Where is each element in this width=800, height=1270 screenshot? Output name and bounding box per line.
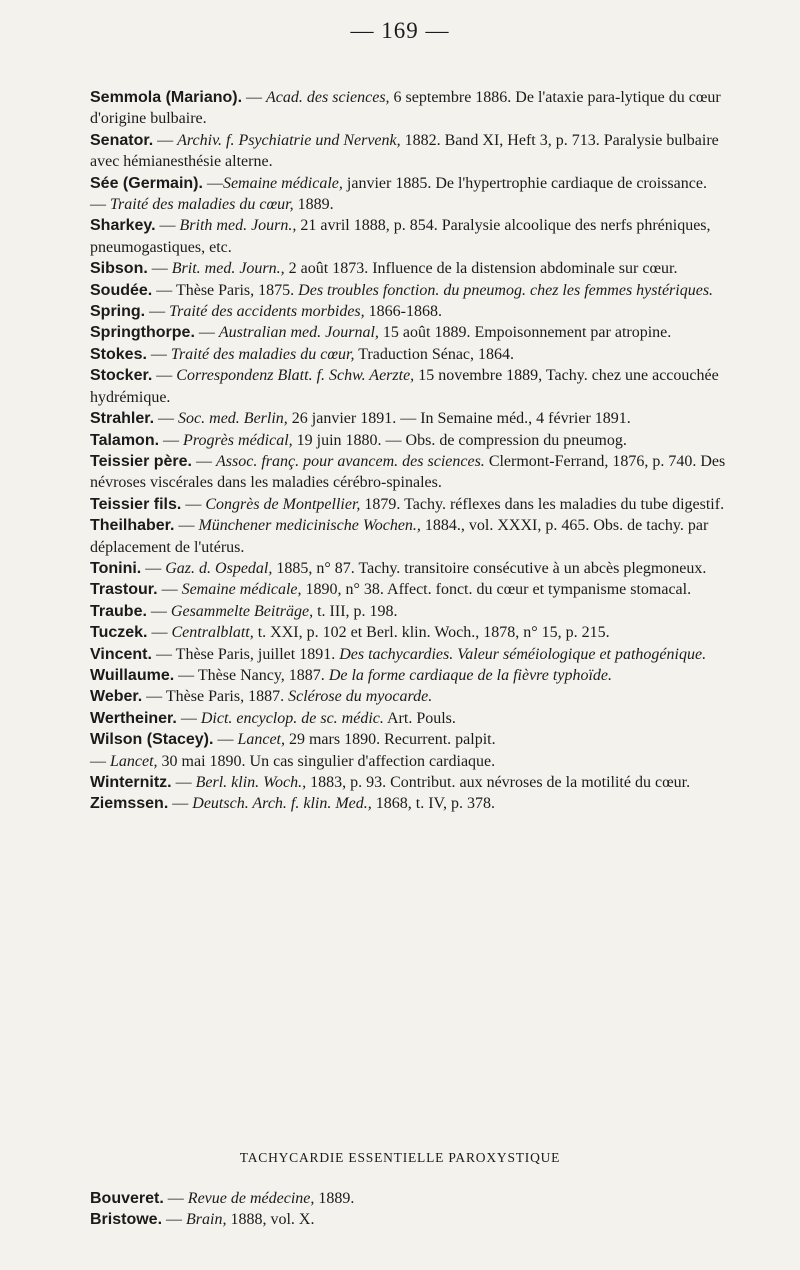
entry-journal: Australian med. Journal,	[218, 324, 379, 342]
entry-author: Weber.	[90, 688, 143, 706]
entry-separator: —	[168, 795, 193, 813]
entry-author: Stokes.	[90, 345, 147, 363]
bibliography-entry	[90, 729, 750, 750]
entry-author: Teissier père.	[90, 452, 192, 470]
entry-separator: —	[153, 131, 178, 149]
entry-author: Bristowe.	[90, 1211, 163, 1229]
entry-journal: Brith med. Journ.,	[179, 217, 297, 235]
bibliography-entry	[90, 173, 750, 194]
entry-details: 1888, vol. X.	[226, 1211, 315, 1229]
entry-separator: —	[147, 260, 172, 278]
entry-journal: De la forme cardiaque de la fièvre typhoïde.	[328, 666, 612, 684]
entry-details: 1866-1868.	[364, 303, 442, 321]
entry-details: 1879. Tachy. réflexes dans les maladies du tube digestif.	[360, 495, 725, 513]
entry-separator: —	[154, 410, 179, 428]
entry-journal: Semaine médicale,	[181, 581, 302, 599]
entry-journal: Archiv. f. Psychiatrie und Nervenk,	[177, 131, 401, 149]
entry-details: 15 août 1889. Empoisonnement par atropine.	[378, 324, 672, 342]
page-number: — 169 —	[350, 18, 450, 43]
entry-journal: Münchener medicinische Wochen.,	[198, 517, 421, 535]
entry-author: Strahler.	[90, 410, 155, 428]
entry-details: 19 juin 1880. — Obs. de compression du pneumog.	[292, 431, 627, 449]
bibliography-entry	[90, 215, 750, 258]
entry-separator: —	[181, 495, 206, 513]
entry-journal: Sclérose du myocarde.	[288, 688, 433, 706]
entry-author: Semmola (Mariano).	[90, 89, 243, 106]
entry-details: 21 avril 1888, p. 854. Paralysie alcoolique des nerfs phréniques, pneumogastiques, etc.	[90, 217, 711, 256]
entry-separator: —	[147, 624, 172, 642]
bibliography-entry	[90, 430, 750, 451]
entry-journal: Soc. med. Berlin,	[178, 410, 288, 428]
entry-details: 15 novembre 1889, Tachy. chez une accouchée hydrémique.	[90, 367, 719, 406]
entry-details: 1884., vol. XXXI, p. 465. Obs. de tachy. par déplacement de l'utérus.	[90, 517, 709, 556]
bibliography-entry	[90, 301, 750, 322]
entry-separator: —	[159, 431, 184, 449]
entry-details: 1890, n° 38. Affect. fonct. du cœur et tympanisme stomacal.	[301, 581, 692, 599]
entry-author: Talamon.	[90, 431, 160, 449]
entry-separator: —	[162, 1211, 187, 1229]
entry-details: 1889.	[314, 1190, 355, 1207]
entry-separator: — Thèse Paris, 1875.	[152, 281, 299, 299]
bibliography-entry	[90, 494, 750, 515]
entry-separator: —	[191, 452, 216, 470]
bibliography-entry	[90, 644, 750, 665]
entry-journal: Progrès médical,	[183, 431, 293, 449]
entry-details: 6 septembre 1886. De l'ataxie para-lytique du cœur d'origine bulbaire.	[90, 89, 721, 128]
entry-journal: Des tachycardies. Valeur séméiologique et pathogénique.	[339, 645, 707, 663]
entry-journal: Dict. encyclop. de sc. médic.	[200, 709, 384, 727]
entry-author: Sharkey.	[90, 217, 156, 235]
entry-author: Theilhaber.	[90, 517, 175, 535]
entry-author: Tonini.	[90, 559, 142, 577]
bibliography-list	[90, 87, 750, 815]
entry-details: 2 août 1873. Influence de la distension abdominale sur cœur.	[284, 260, 678, 278]
entry-author: Winternitz.	[90, 774, 172, 791]
bibliography-entry	[90, 322, 750, 343]
entry-author: Traube.	[90, 602, 147, 620]
entry-journal: Brain,	[186, 1211, 227, 1229]
entry-author: Teissier fils.	[90, 495, 182, 513]
entry-author: Wertheiner.	[90, 709, 177, 727]
entry-separator: —	[213, 731, 238, 749]
entry-details: 1868, t. IV, p. 378.	[371, 795, 496, 813]
bibliography-entry	[90, 686, 750, 707]
entry-journal: Traité des maladies du cœur,	[170, 345, 355, 363]
entry-separator: —	[171, 774, 196, 791]
bibliography-entry	[90, 558, 750, 579]
entry-author: Vincent.	[90, 645, 152, 663]
entry-journal: Semaine médicale,	[222, 174, 343, 192]
entry-separator: —	[176, 709, 201, 727]
entry-journal: Gesammelte Beiträge,	[170, 602, 314, 620]
bibliography-entry	[90, 579, 750, 600]
entry-separator: —	[202, 174, 223, 192]
bibliography-entry	[90, 87, 750, 130]
bibliography-entry	[90, 130, 750, 173]
entry-separator: —	[152, 367, 177, 385]
bibliography-entry	[90, 751, 750, 772]
bibliography-list-2	[90, 1188, 750, 1231]
entry-details: 29 mars 1890. Recurrent. palpit.	[284, 731, 496, 749]
bibliography-entry	[90, 665, 750, 686]
bibliography-entry	[90, 280, 750, 301]
bibliography-entry	[90, 344, 750, 365]
bibliography-entry	[90, 365, 750, 408]
entry-separator: — Thèse Paris, 1887.	[142, 688, 289, 706]
entry-details: 1882. Band XI, Heft 3, p. 713. Paralysie bulbaire avec hémianesthésie alterne.	[90, 131, 719, 171]
entry-separator: —	[155, 217, 180, 235]
entry-author: Tuczek.	[90, 624, 148, 642]
bibliography-entry	[90, 451, 750, 494]
entry-details: 1883, p. 93. Contribut. aux névroses de la motilité du cœur.	[306, 774, 691, 791]
entry-journal: Deutsch. Arch. f. klin. Med.,	[192, 795, 372, 813]
entry-journal: Centralblatt,	[171, 624, 254, 642]
entry-separator: —	[141, 559, 166, 577]
entry-author: Stocker.	[90, 367, 153, 385]
entry-author: Spring.	[90, 303, 146, 321]
entry-journal: Correspondenz Blatt. f. Schw. Aerzte,	[176, 367, 415, 385]
bibliography-entry	[90, 793, 750, 814]
entry-separator: — Thèse Paris, juillet 1891.	[151, 645, 340, 663]
entry-separator: —	[145, 303, 170, 321]
entry-details: 30 mai 1890. Un cas singulier d'affection cardiaque.	[157, 752, 496, 770]
entry-details: janvier 1885. De l'hypertrophie cardiaque de croissance.	[342, 174, 707, 192]
entry-author: Springthorpe.	[90, 324, 195, 342]
bibliography-entry	[90, 622, 750, 643]
entry-author: Senator.	[90, 131, 154, 149]
entry-details: Traduction Sénac, 1864.	[354, 345, 515, 363]
entry-author: Sibson.	[90, 260, 148, 278]
entry-separator: —	[146, 602, 171, 620]
entry-details: t. III, p. 198.	[313, 602, 398, 620]
entry-journal: Traité des accidents morbides,	[169, 303, 365, 321]
entry-author: Wuillaume.	[90, 666, 175, 684]
entry-separator: —	[157, 581, 182, 599]
entry-details: Art. Pouls.	[383, 709, 456, 727]
bibliography-entry	[90, 772, 750, 793]
entry-journal: Lancet,	[110, 752, 158, 770]
entry-journal: Berl. klin. Woch.,	[195, 774, 307, 791]
entry-author: Sée (Germain).	[90, 174, 203, 192]
bibliography-entry	[90, 601, 750, 622]
entry-journal: Assoc. franç. pour avancem. des sciences.	[215, 452, 485, 470]
entry-journal: Revue de médecine,	[187, 1190, 315, 1207]
bibliography-entry	[90, 708, 750, 729]
entry-details: 1885, n° 87. Tachy. transitoire consécutive à un abcès plegmoneux.	[272, 559, 707, 577]
bibliography-entry	[90, 258, 750, 279]
bibliography-entry	[90, 1209, 750, 1230]
entry-author: Ziemssen.	[90, 795, 169, 813]
entry-separator: —	[163, 1190, 188, 1207]
entry-separator: —	[174, 517, 199, 535]
entry-separator: —	[194, 324, 219, 342]
entry-separator: —	[90, 196, 110, 214]
entry-journal: Des troubles fonction. du pneumog. chez les femmes hystériques.	[298, 281, 714, 299]
entry-details: 26 janvier 1891. — In Semaine méd., 4 février 1891.	[287, 410, 631, 428]
section-title: TACHYCARDIE ESSENTIELLE PAROXYSTIQUE	[239, 1150, 561, 1165]
entry-author: Soudée.	[90, 281, 153, 299]
entry-details: 1889.	[293, 196, 334, 214]
entry-author: Bouveret.	[90, 1190, 164, 1207]
entry-journal: Congrès de Montpellier,	[205, 495, 361, 513]
entry-journal: Brit. med. Journ.,	[171, 260, 285, 278]
bibliography-entry	[90, 408, 750, 429]
entry-separator: —	[242, 89, 267, 106]
entry-separator: —	[90, 752, 110, 770]
bibliography-entry	[90, 194, 750, 215]
entry-author: Trastour.	[90, 581, 158, 599]
entry-journal: Traité des maladies du cœur,	[110, 196, 294, 214]
entry-journal: Acad. des sciences,	[266, 89, 390, 106]
entry-separator: —	[146, 345, 171, 363]
entry-details: Clermont-Ferrand, 1876, p. 740. Des névroses viscérales dans les maladies cérébro-spinales.	[90, 452, 726, 492]
entry-journal: Gaz. d. Ospedal,	[165, 559, 273, 577]
bibliography-entry	[90, 515, 750, 558]
entry-journal: Lancet,	[237, 731, 285, 749]
entry-separator: — Thèse Nancy, 1887.	[174, 666, 329, 684]
entry-details: t. XXI, p. 102 et Berl. klin. Woch., 1878, n° 15, p. 215.	[253, 624, 610, 642]
entry-author: Wilson (Stacey).	[90, 731, 214, 749]
bibliography-entry	[90, 1188, 750, 1209]
